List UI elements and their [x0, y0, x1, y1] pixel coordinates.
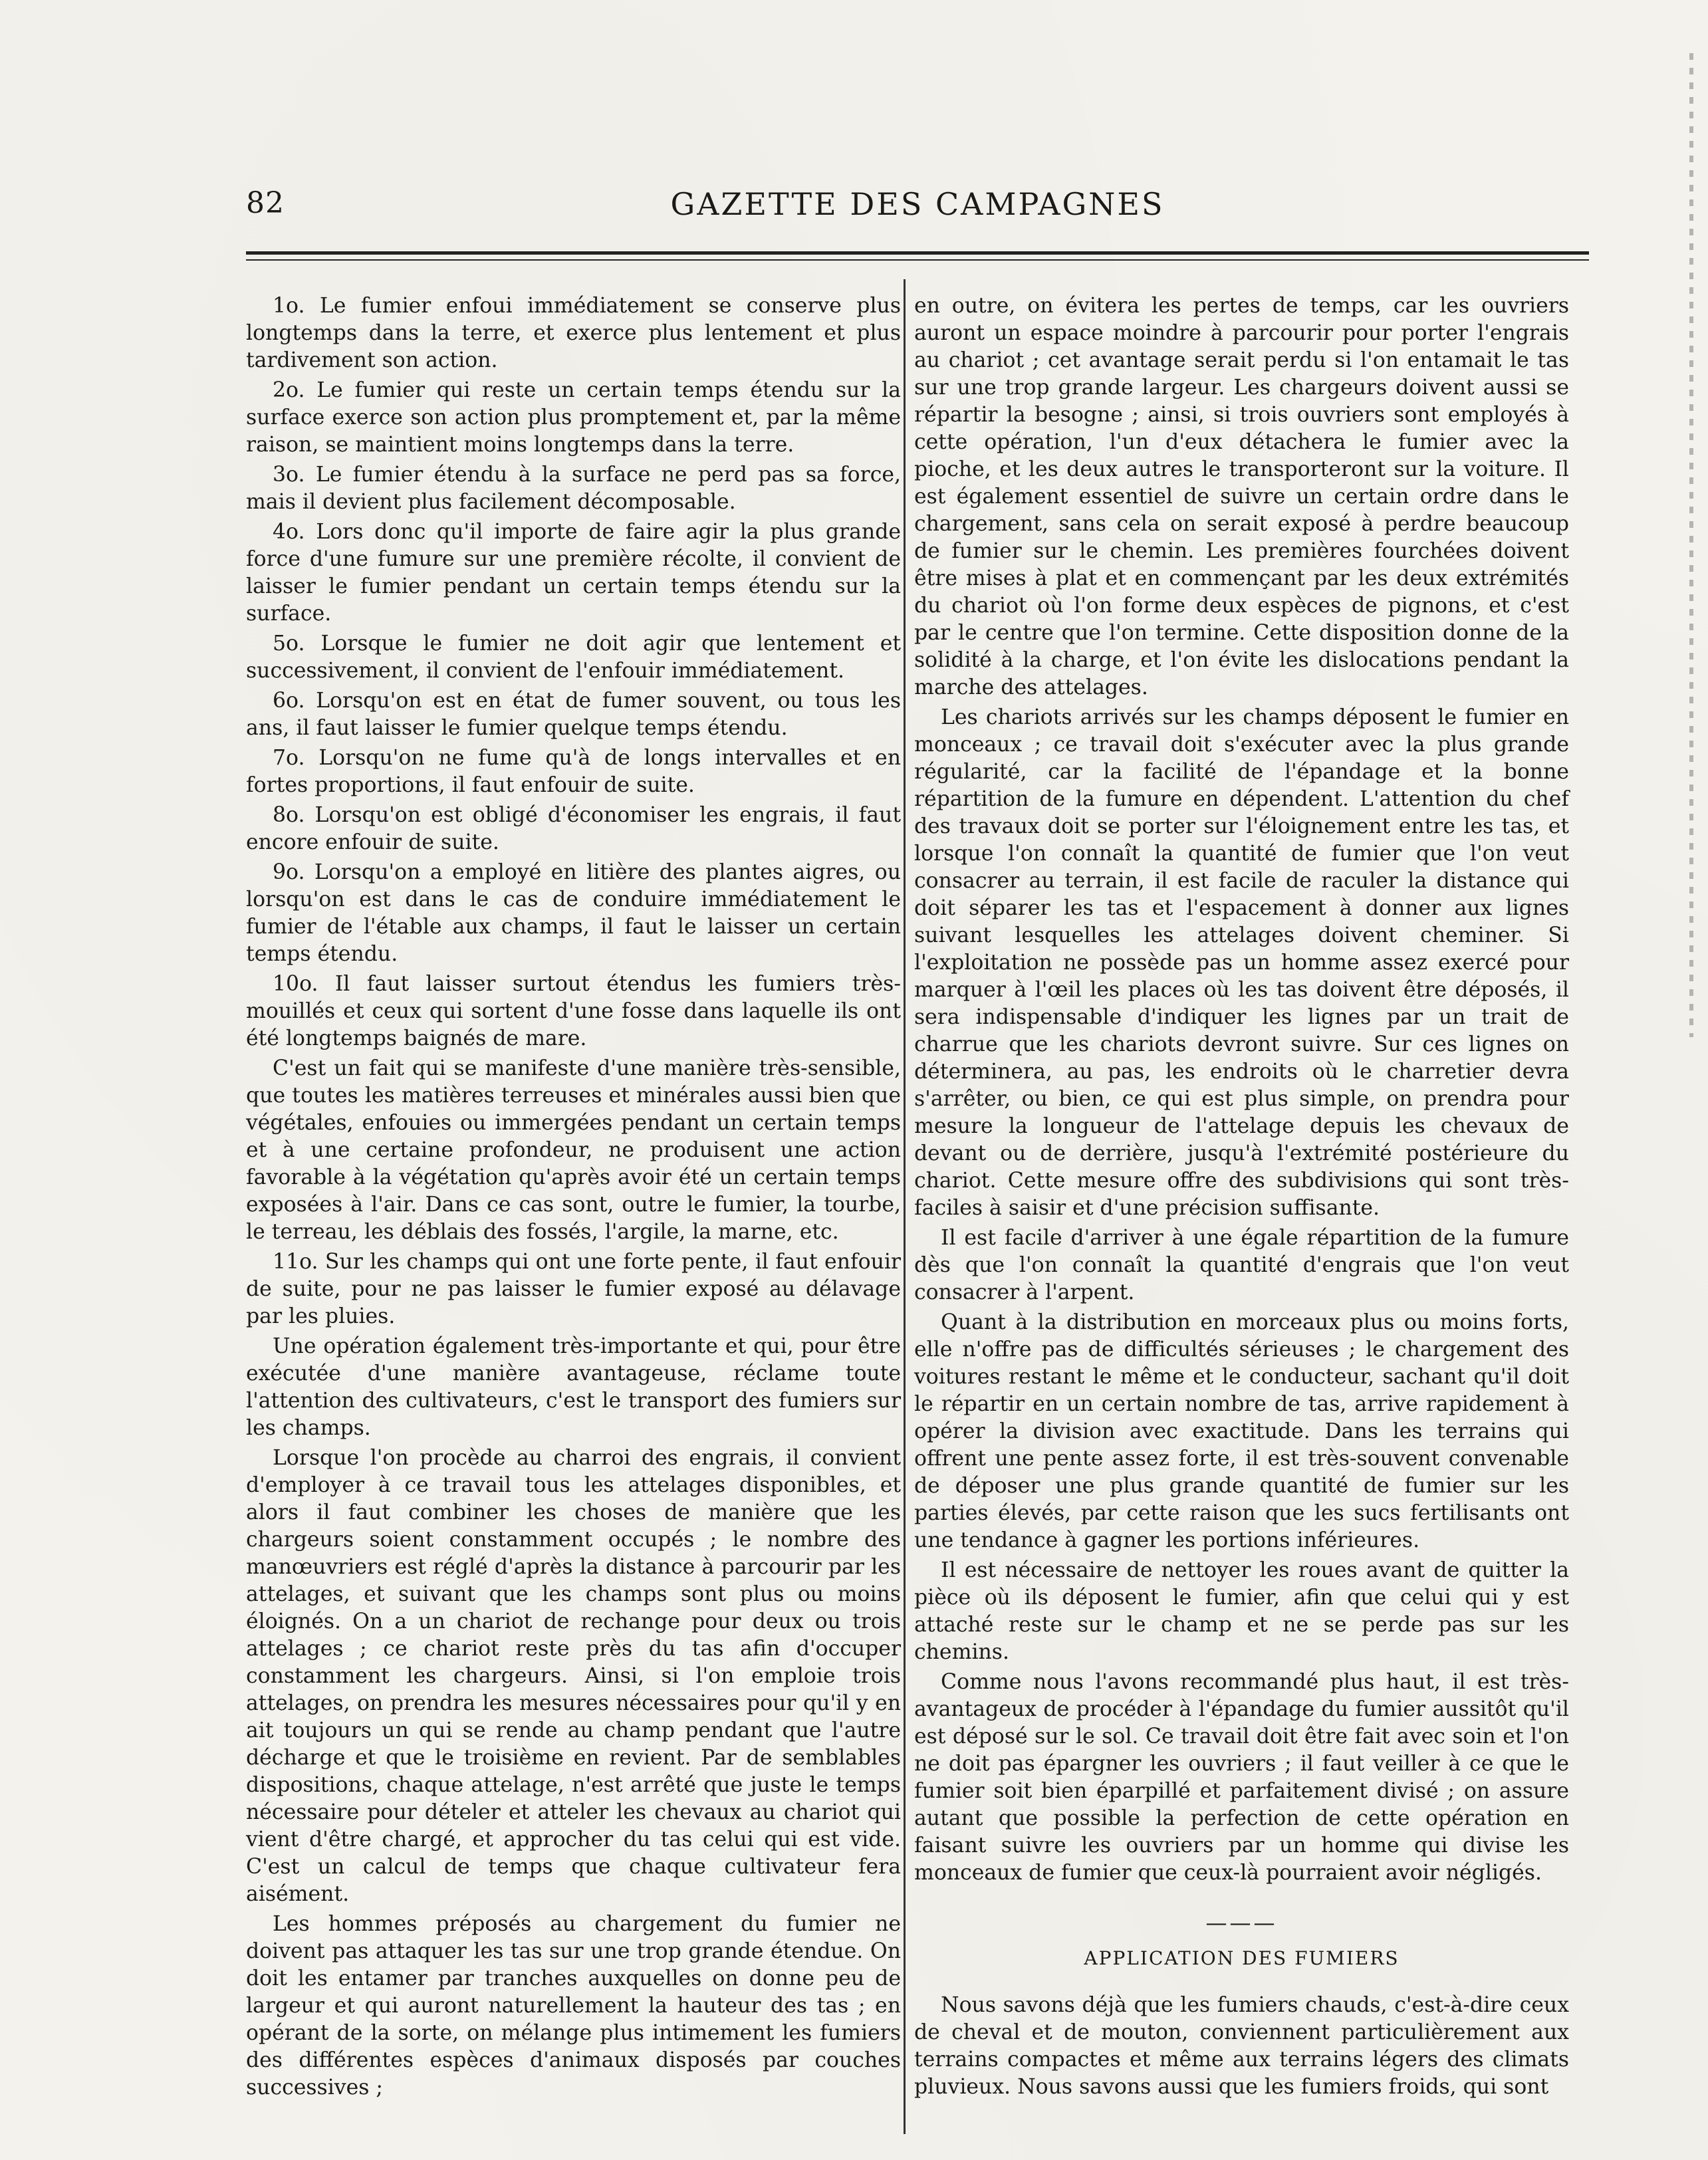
paragraph: Les hommes préposés au chargement du fumier ne doivent pas attaquer les tas sur une trop grande étendue. On doit les entamer par tranches auxquelles on donne peu de largeur et qui auront naturellement la hauteur des tas ; en opérant de la sorte, on mélange plus intimement les fumiers des différentes espèces d'animaux disposés par couches successives ; — [246, 1912, 901, 2100]
paragraph: Quant à la distribution en morceaux plus ou moins forts, elle n'offre pas de difficultés sérieuses ; le chargement des voitures restant le même et le conducteur, sachant qu'il doit le répartir en un certain nombre de tas, arrive rapidement à opérer la division avec exactitude. Dans les terrains qui offrent une pente assez forte, il est très-souvent convenable de déposer une plus grande quantité de fumier sur les parties élevés, par cette raison que les sucs fertilisants ont une tendance à gagner les portions inférieures. — [914, 1310, 1569, 1552]
paragraph: C'est un fait qui se manifeste d'une manière très-sensible, que toutes les matières terreuses et minérales aussi bien que végétales, enfouies ou immergées pendant un certain temps et à une certaine profondeur, ne produisent une action favorable à la végétation qu'après avoir été un certain temps exposées à l'air. Dans ce cas sont, outre le fumier, la tourbe, le terreau, les déblais des fossés, l'argile, la marne, etc. — [246, 1056, 901, 1244]
paragraph: 5o. Lorsque le fumier ne doit agir que lentement et successivement, il convient de l'enfouir immédiatement. — [246, 632, 901, 683]
left-column — [246, 293, 901, 2104]
paragraph: 11o. Sur les champs qui ont une forte pente, il faut enfouir de suite, pour ne pas laisser le fumier exposé au délavage par les pluies. — [246, 1250, 901, 1328]
paragraph: 8o. Lorsqu'on est obligé d'économiser les engrais, il faut encore enfouir de suite. — [246, 803, 901, 854]
paragraph: en outre, on évitera les pertes de temps, car les ouvriers auront un espace moindre à parcourir pour porter l'engrais au chariot ; cet avantage serait perdu si l'on entamait le tas sur une trop grande largeur. Les chargeurs doivent aussi se répartir la besogne ; ainsi, si trois ouvriers sont employés à cette opération, l'un d'eux détachera le fumier avec la pioche, et les deux autres le transporteront sur la voiture. Il est également essentiel de suivre un certain ordre dans le chargement, sans cela on serait exposé à perdre beaucoup de fumier sur le chemin. Les premières fourchées doivent être mises à plat et en commençant par les deux extrémités du chariot où l'on forme deux espèces de pignons, et c'est par le centre que l'on termine. Cette disposition donne de la solidité à la charge, et l'on évite les dislocations pendant la marche des attelages. — [914, 294, 1569, 699]
paragraph: Une opération également très-importante et qui, pour être exécutée d'une manière avantageuse, réclame toute l'attention des cultivateurs, c'est le transport des fumiers sur les champs. — [246, 1334, 901, 1440]
paragraph: Nous savons déjà que les fumiers chauds, c'est-à-dire ceux de cheval et de mouton, conviennent particulièrement aux terrains compactes et même aux terrains légers des climats pluvieux. Nous savons aussi que les fumiers froids, qui sont — [914, 1993, 1569, 2099]
page-number: 82 — [246, 186, 285, 220]
page-header — [246, 186, 1589, 233]
paragraph: 7o. Lorsqu'on ne fume qu'à de longs intervalles et en fortes proportions, il faut enfouir de suite. — [246, 746, 901, 797]
paragraph: Lorsque l'on procède au charroi des engrais, il convient d'employer à ce travail tous les attelages disponibles, et alors il faut combiner les choses de manière que les chargeurs soient constamment occupés ; le nombre des manœuvriers est réglé d'après la distance à parcourir par les attelages, et suivant que les champs sont plus ou moins éloignés. On a un chariot de rechange pour deux ou trois attelages ; ce chariot reste près du tas afin d'occuper constamment les chargeurs. Ainsi, si l'on emploie trois attelages, on prendra les mesures nécessaires pour qu'il y en ait toujours un qui se rende au champ pendant que l'autre décharge et que le troisième en revient. Par de semblables dispositions, chaque attelage, n'est arrêté que juste le temps nécessaire pour dételer et atteler les chevaux au chariot qui vient d'être chargé, et approcher du tas celui qui est vide. C'est un calcul de temps que chaque cultivateur fera aisément. — [246, 1446, 901, 1906]
journal-title: GAZETTE DES CAMPAGNES — [670, 186, 1165, 222]
section-title: APPLICATION DES FUMIERS — [1084, 1947, 1400, 1969]
paragraph: 4o. Lors donc qu'il importe de faire agir la plus grande force d'une fumure sur une première récolte, il convient de laisser le fumier pendant un certain temps étendu sur la surface. — [246, 520, 901, 626]
paragraph: Il est nécessaire de nettoyer les roues avant de quitter la pièce où ils déposent le fumier, afin que celui qui y est attaché reste sur le champ et ne se perde pas sur les chemins. — [914, 1558, 1569, 1664]
page-edge-mark — [1689, 53, 1693, 1037]
paragraph: Comme nous l'avons recommandé plus haut, il est très-avantageux de procéder à l'épandage du fumier aussitôt qu'il est déposé sur le sol. Ce travail doit être fait avec soin et l'on ne doit pas épargner les ouvriers ; il faut veiller à ce que le fumier soit bien éparpillé et parfaitement divisé ; on assure autant que possible la perfection de cette opération en faisant suivre les ouvriers par un homme qui divise les monceaux de fumier que ceux-là pourraient avoir négligés. — [914, 1670, 1569, 1885]
paragraph: 9o. Lorsqu'on a employé en litière des plantes aigres, ou lorsqu'on est dans le cas de conduire immédiatement le fumier de l'étable aux champs, il faut le laisser un certain temps étendu. — [246, 860, 901, 966]
header-rule-thin — [246, 259, 1589, 261]
column-divider — [904, 279, 906, 2134]
right-column — [914, 293, 1569, 2103]
paragraph: 2o. Le fumier qui reste un certain temps étendu sur la surface exerce son action plus promptement et, par la même raison, se maintient moins longtemps dans la terre. — [246, 378, 901, 457]
paragraph: 3o. Le fumier étendu à la surface ne perd pas sa force, mais il devient plus facilement décomposable. — [246, 463, 901, 514]
paragraph: Les chariots arrivés sur les champs déposent le fumier en monceaux ; ce travail doit s'exécuter avec la plus grande régularité, car la facilité de l'épandage et la bonne répartition de la fumure en dépendent. L'attention du chef des travaux doit se porter sur l'éloignement entre les tas, et lorsque l'on connaît la quantité de fumier que l'on veut consacrer au terrain, il est facile de raculer la distance qui doit séparer les tas et l'espacement à donner aux lignes suivant lesquelles les attelages doivent cheminer. Si l'exploitation ne possède pas un homme assez exercé pour marquer à l'œil les places où les tas doivent être déposés, il sera indispensable d'indiquer les lignes par un trait de charrue que les chariots devront suivre. Sur ces lignes on déterminera, au pas, les endroits où le charretier devra s'arrêter, ou bien, ce qui est plus simple, on prendra pour mesure la longueur de l'attelage depuis les chevaux de devant ou de derrière, jusqu'à l'extrémité postérieure du chariot. Cette mesure offre des subdivisions qui sont très-faciles à saisir et d'une précision suffisante. — [914, 705, 1569, 1220]
section-separator: ——— — [1205, 1910, 1278, 1935]
header-rule-thick — [246, 251, 1589, 255]
paragraph: 6o. Lorsqu'on est en état de fumer souvent, ou tous les ans, il faut laisser le fumier quelque temps étendu. — [246, 689, 901, 740]
paragraph: 10o. Il faut laisser surtout étendus les fumiers très-mouillés et ceux qui sortent d'une fosse dans laquelle ils ont été longtemps baignés de mare. — [246, 972, 901, 1050]
paragraph: Il est facile d'arriver à une égale répartition de la fumure dès que l'on connaît la quantité d'engrais que l'on veut consacrer à l'arpent. — [914, 1226, 1569, 1304]
paragraph: 1o. Le fumier enfoui immédiatement se conserve plus longtemps dans la terre, et exerce plus lentement et plus tardivement son action. — [246, 294, 901, 372]
